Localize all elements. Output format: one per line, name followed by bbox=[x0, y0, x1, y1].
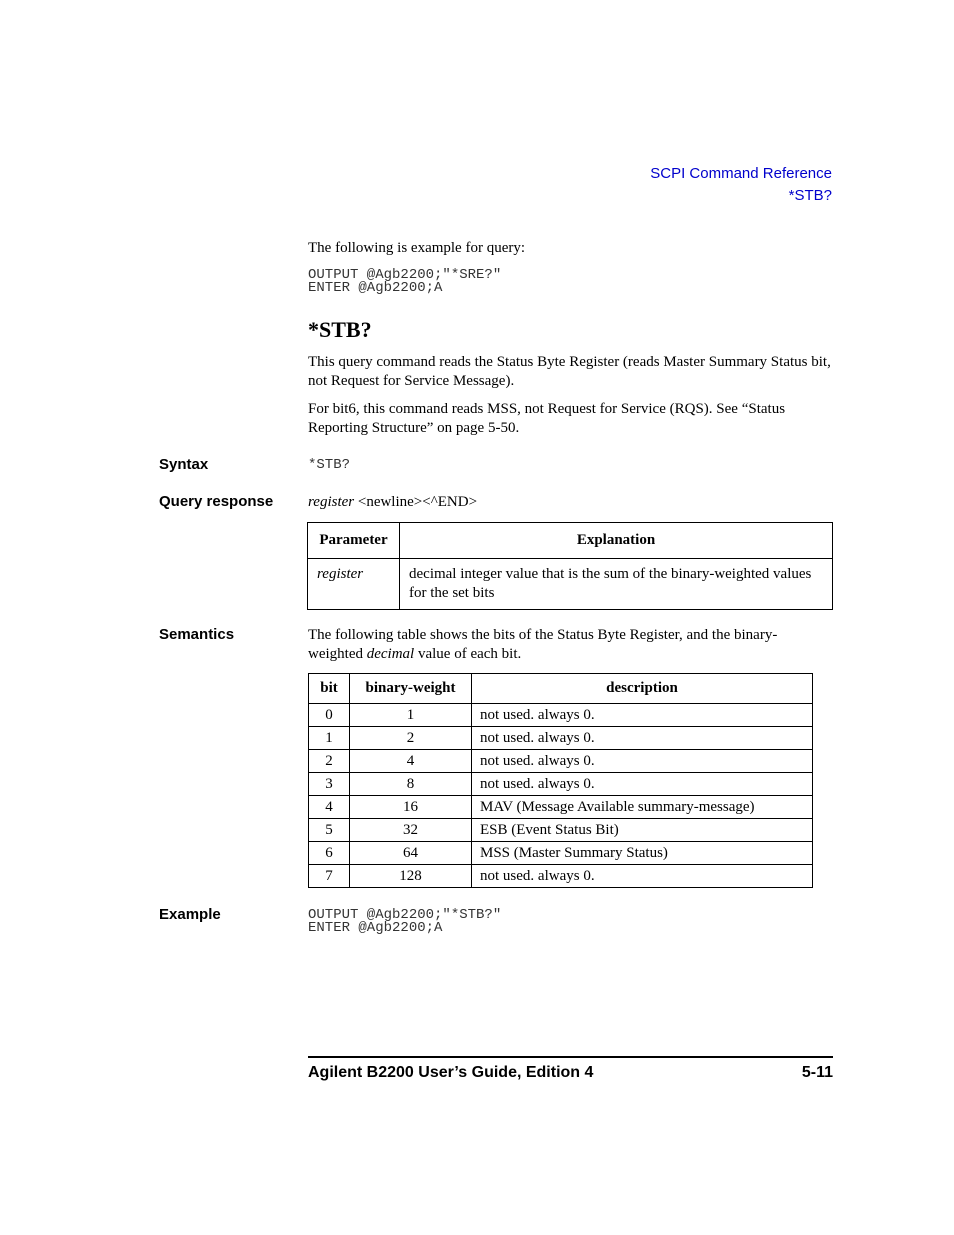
bit-cell: 0 bbox=[309, 704, 350, 727]
table-row bbox=[309, 750, 813, 773]
semantics-label: Semantics bbox=[159, 626, 235, 643]
description-cell: not used. always 0. bbox=[472, 773, 813, 796]
parameter-column-header: Parameter bbox=[308, 523, 400, 559]
table-row bbox=[309, 773, 813, 796]
semantics-text-before: The following table shows the bits of the Status Byte Register, and the binary-weighted bbox=[308, 627, 778, 662]
description-cell: ESB (Event Status Bit) bbox=[472, 819, 813, 842]
page-number: 5-11 bbox=[801, 1064, 833, 1081]
table-row bbox=[308, 559, 833, 610]
parameter-table bbox=[307, 522, 833, 610]
intro-text: The following is example for query: bbox=[308, 240, 526, 256]
bit-cell: 1 bbox=[309, 727, 350, 750]
running-header-section: SCPI Command Reference bbox=[650, 165, 832, 182]
bit-cell: 4 bbox=[309, 796, 350, 819]
semantics-text bbox=[308, 626, 778, 664]
weight-cell: 64 bbox=[350, 842, 472, 865]
footer-title: Agilent B2200 User’s Guide, Edition 4 bbox=[308, 1064, 594, 1081]
running-header-command: *STB? bbox=[788, 187, 832, 204]
table-row bbox=[309, 819, 813, 842]
description-cell: not used. always 0. bbox=[472, 704, 813, 727]
bit-cell: 7 bbox=[309, 865, 350, 888]
semantics-emphasis: decimal bbox=[366, 646, 415, 662]
explanation-cell: decimal integer value that is the sum of the binary-weighted values for the set bits bbox=[400, 559, 833, 610]
description-cell: not used. always 0. bbox=[472, 865, 813, 888]
table-row bbox=[309, 727, 813, 750]
status-byte-table bbox=[308, 673, 813, 888]
explanation-column-header: Explanation bbox=[400, 523, 833, 559]
example-code-line-2: ENTER @Agb2200;A bbox=[308, 920, 443, 936]
parameter-cell bbox=[308, 559, 400, 610]
syntax-value: *STB? bbox=[308, 457, 351, 473]
example-code-line-1: OUTPUT @Agb2200;"*STB?" bbox=[308, 907, 502, 923]
intro-code-line-1: OUTPUT @Agb2200;"*SRE?" bbox=[308, 267, 502, 283]
parameter-name: register bbox=[317, 566, 364, 582]
bit-cell: 2 bbox=[309, 750, 350, 773]
weight-cell: 128 bbox=[350, 865, 472, 888]
description-column-header: description bbox=[472, 674, 813, 704]
table-row bbox=[309, 842, 813, 865]
weight-cell: 2 bbox=[350, 727, 472, 750]
bit-cell: 3 bbox=[309, 773, 350, 796]
query-response-label: Query response bbox=[159, 493, 274, 510]
semantics-text-after: value of each bit. bbox=[414, 646, 522, 662]
table-row bbox=[309, 704, 813, 727]
command-heading: *STB? bbox=[308, 317, 372, 342]
command-description-1: This query command reads the Status Byte Register (reads Master Summary Status bit, not Request for Service Message). bbox=[308, 354, 831, 389]
description-cell: MSS (Master Summary Status) bbox=[472, 842, 813, 865]
table-row bbox=[309, 865, 813, 888]
footer-rule bbox=[308, 1056, 833, 1058]
query-response-suffix: <newline><^END> bbox=[354, 494, 478, 510]
binary-weight-column-header: binary-weight bbox=[350, 674, 472, 704]
description-cell: not used. always 0. bbox=[472, 750, 813, 773]
description-cell: MAV (Message Available summary-message) bbox=[472, 796, 813, 819]
bit-cell: 5 bbox=[309, 819, 350, 842]
table-row bbox=[309, 796, 813, 819]
example-label: Example bbox=[159, 906, 221, 923]
bit-column-header: bit bbox=[309, 674, 350, 704]
parameter-table-header bbox=[308, 523, 833, 559]
weight-cell: 4 bbox=[350, 750, 472, 773]
command-description-2: For bit6, this command reads MSS, not Request for Service (RQS). See “Status Reporting Structure” on page 5-50. bbox=[308, 401, 786, 436]
bit-cell: 6 bbox=[309, 842, 350, 865]
query-response-param: register bbox=[308, 494, 355, 510]
syntax-label: Syntax bbox=[159, 456, 209, 473]
intro-code-line-2: ENTER @Agb2200;A bbox=[308, 280, 443, 296]
weight-cell: 16 bbox=[350, 796, 472, 819]
weight-cell: 32 bbox=[350, 819, 472, 842]
description-cell: not used. always 0. bbox=[472, 727, 813, 750]
weight-cell: 8 bbox=[350, 773, 472, 796]
status-byte-table-header bbox=[309, 674, 813, 704]
weight-cell: 1 bbox=[350, 704, 472, 727]
query-response-value bbox=[308, 493, 833, 512]
